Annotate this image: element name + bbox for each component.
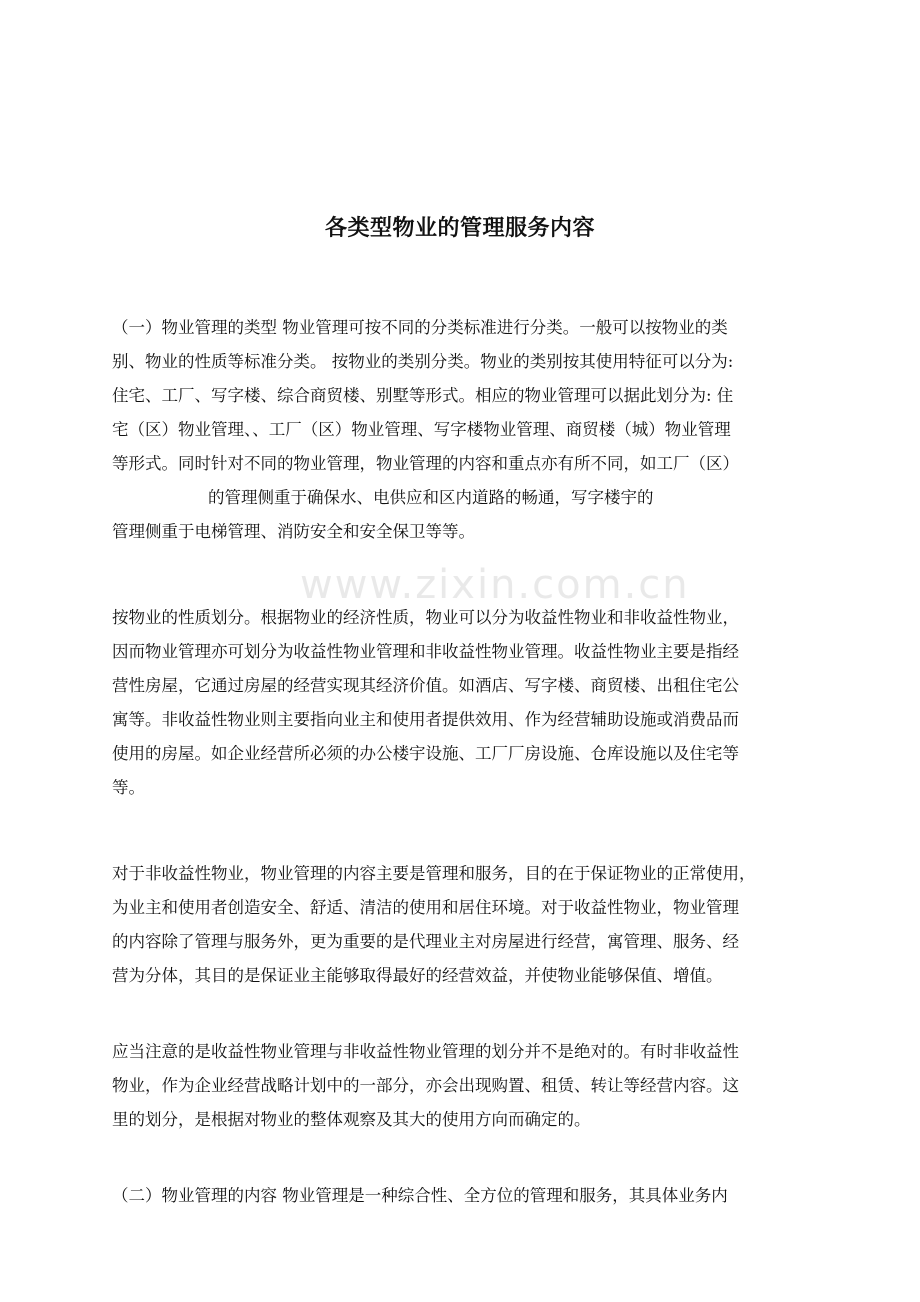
text-line: 营为分体，其目的是保证业主能够取得最好的经营效益，并使物业能够保值、增值。	[112, 966, 723, 985]
text-line: 别、物业的性质等标准分类。 按物业的类别分类。物业的类别按其使用特征可以分为:	[112, 352, 734, 371]
text-line: 等。	[112, 778, 145, 797]
text-line: 的内容除了管理与服务外，更为重要的是代理业主对房屋进行经营，寓管理、服务、经	[112, 932, 739, 951]
text-line: 里的划分，是根据对物业的整体观察及其大的使用方向而确定的。	[112, 1110, 591, 1129]
text-line: 对于非收益性物业，物业管理的内容主要是管理和服务，目的在于保证物业的正常使用，	[112, 864, 756, 883]
text-line: 营性房屋，它通过房屋的经营实现其经济价值。如酒店、写字楼、商贸楼、出租住宅公	[112, 676, 739, 695]
paragraph-property-types	[112, 311, 812, 549]
paragraph-classification-note	[112, 1035, 812, 1137]
text-line: 为业主和使用者创造安全、舒适、清洁的使用和居住环境。对于收益性物业，物业管理	[112, 898, 739, 917]
paragraph-management-content	[112, 1179, 812, 1213]
text-line: 按物业的性质划分。根据物业的经济性质，物业可以分为收益性物业和非收益性物业，	[112, 608, 739, 627]
watermark: www.zixin.com.cn	[300, 562, 690, 608]
text-line: （二）物业管理的内容 物业管理是一种综合性、全方位的管理和服务，其具体业务内	[112, 1186, 728, 1205]
text-line: 使用的房屋。如企业经营所必须的办公楼宇设施、工厂厂房设施、仓库设施以及住宅等	[112, 744, 739, 763]
paragraph-non-income-property	[112, 857, 812, 993]
text-line: 住宅、工厂、写字楼、综合商贸楼、别墅等形式。相应的物业管理可以据此划分为: 住	[112, 386, 734, 405]
text-line: 应当注意的是收益性物业管理与非收益性物业管理的划分并不是绝对的。有时非收益性	[112, 1042, 739, 1061]
text-line: 宅（区）物业管理、、工厂（区）物业管理、写字楼物业管理、商贸楼（城）物业管理	[112, 420, 731, 439]
document-title: 各类型物业的管理服务内容	[324, 216, 595, 241]
text-line: 物业，作为企业经营战略计划中的一部分，亦会出现购置、租赁、转让等经营内容。这	[112, 1076, 739, 1095]
text-line: 管理侧重于电梯管理、消防安全和安全保卫等等。	[112, 522, 475, 541]
text-line: 因而物业管理亦可划分为收益性物业管理和非收益性物业管理。收益性物业主要是指经	[112, 642, 739, 661]
text-line: 的管理侧重于确保水、电供应和区内道路的畅通，写字楼宇的	[208, 488, 654, 507]
text-line: 寓等。非收益性物业则主要指向业主和使用者提供效用、作为经营辅助设施或消费品而	[112, 710, 739, 729]
text-line: （一）物业管理的类型 物业管理可按不同的分类标准进行分类。一般可以按物业的类	[112, 318, 728, 337]
text-line: 等形式。同时针对不同的物业管理，物业管理的内容和重点亦有所不同，如工厂（区）	[112, 454, 739, 473]
paragraph-property-nature	[112, 601, 812, 805]
